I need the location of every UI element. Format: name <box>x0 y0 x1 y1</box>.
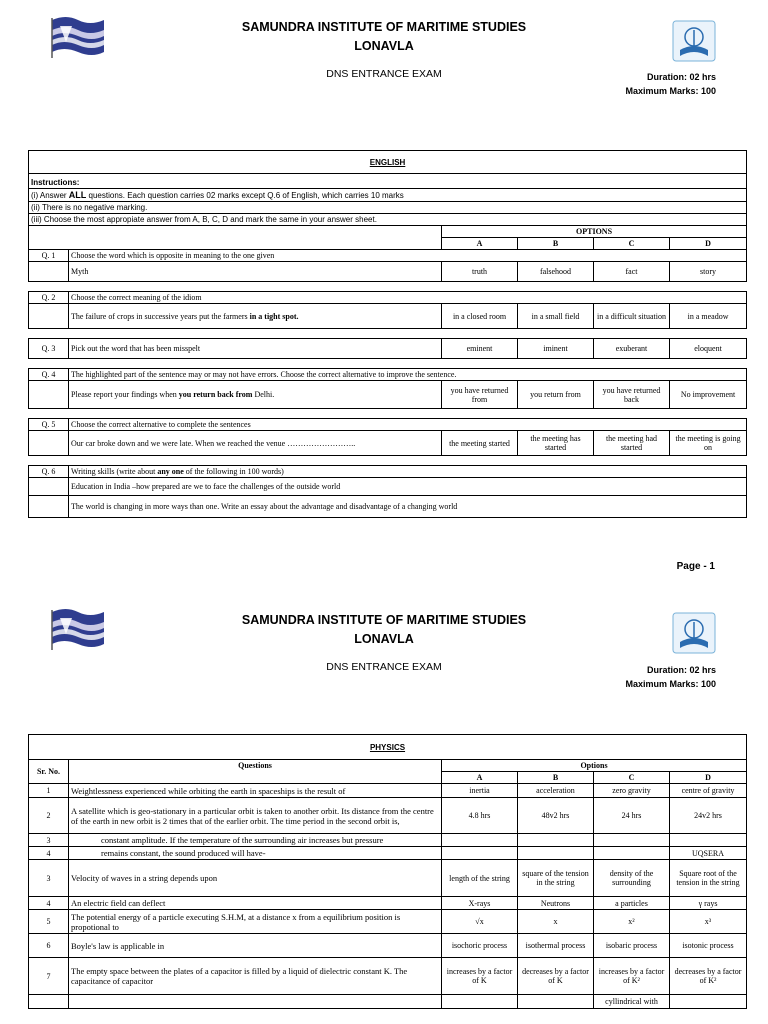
option-c[interactable]: zero gravity <box>594 784 670 798</box>
option-letter: A <box>442 772 518 784</box>
option-b[interactable]: the meeting has started <box>518 431 594 456</box>
institute-name: SAMUNDRA INSTITUTE OF MARITIME STUDIES <box>241 613 527 627</box>
question-number: Q. 3 <box>29 339 69 359</box>
option-b[interactable]: decreases by a factor of K <box>518 958 594 995</box>
row-gap <box>29 282 747 292</box>
question-number: Q. 4 <box>29 369 69 381</box>
anchor-emblem-icon <box>672 612 716 654</box>
question-number: Q. 1 <box>29 250 69 262</box>
option-letter: B <box>518 772 594 784</box>
option-a[interactable]: isochoric process <box>442 934 518 958</box>
exam-title: DNS ENTRANCE EXAM <box>326 661 442 673</box>
question-text: Weightlessness experienced while orbiting the earth in spaceships is the result of <box>69 784 442 798</box>
option-d[interactable]: x³ <box>670 910 747 934</box>
option-a[interactable]: in a closed room <box>442 304 518 329</box>
option-b[interactable]: isothermal process <box>518 934 594 958</box>
row-gap <box>29 409 747 419</box>
table-row <box>29 860 747 897</box>
blank-cell <box>29 262 69 282</box>
exam-title: DNS ENTRANCE EXAM <box>326 68 442 80</box>
question-text: Boyle's law is applicable in <box>69 934 442 958</box>
option-d[interactable]: No improvement <box>670 381 747 409</box>
blank-cell <box>29 478 69 496</box>
option-b[interactable]: square of the tension in the string <box>518 860 594 897</box>
blank-cell <box>29 431 69 456</box>
question-number: 4 <box>29 847 69 860</box>
option-letter: D <box>670 238 747 250</box>
question-number: Q. 5 <box>29 419 69 431</box>
option-b[interactable]: Neutrons <box>518 897 594 910</box>
prompt-highlight: any one <box>157 467 184 476</box>
option-letter: C <box>594 238 670 250</box>
option-d[interactable]: centre of gravity <box>670 784 747 798</box>
option-a[interactable]: √x <box>442 910 518 934</box>
option-c[interactable]: density of the surrounding <box>594 860 670 897</box>
option-c[interactable]: you have returned back <box>594 381 670 409</box>
row-gap <box>29 359 747 369</box>
question-text: The potential energy of a particle executing S.H.M, at a distance x from a equilibrium position is propotional to <box>69 910 442 934</box>
max-marks: Maximum Marks: 100 <box>625 86 716 96</box>
table-row <box>29 798 747 834</box>
question-stem: Our car broke down and we were late. When we reached the venue …………………….. <box>69 431 442 456</box>
option-b[interactable]: acceleration <box>518 784 594 798</box>
stem-text: Delhi. <box>252 390 275 399</box>
stem-text: The failure of crops in successive years put the farmers <box>71 311 250 321</box>
question-prompt: Choose the correct meaning of the idiom <box>69 292 747 304</box>
instruction-text: (i) Answer <box>31 191 69 200</box>
option-a[interactable]: X-rays <box>442 897 518 910</box>
col-header-questions: Questions <box>69 760 442 784</box>
option-a[interactable]: increases by a factor of K <box>442 958 518 995</box>
col-header-options: Options <box>442 760 747 772</box>
question-prompt: The highlighted part of the sentence may or may not have errors. Choose the correct alternative to improve the sentence. <box>69 369 747 381</box>
question-text: An electric field can deflect <box>69 897 442 910</box>
option-d[interactable]: eloquent <box>670 339 747 359</box>
option-d[interactable]: story <box>670 262 747 282</box>
option-a[interactable]: length of the string <box>442 860 518 897</box>
stem-highlight: you return back from <box>178 390 253 399</box>
option-c[interactable]: exuberant <box>594 339 670 359</box>
question-number: 7 <box>29 958 69 995</box>
duration: Duration: 02 hrs <box>646 665 716 675</box>
table-row <box>29 934 747 958</box>
options-header: OPTIONS <box>442 226 747 238</box>
option-d[interactable]: Square root of the tension in the string <box>670 860 747 897</box>
row-gap <box>29 456 747 466</box>
instruction-2: (ii) There is no negative marking. <box>29 202 747 214</box>
question-stem: Myth <box>69 262 442 282</box>
option-d[interactable]: in a meadow <box>670 304 747 329</box>
instruction-3: (iii) Choose the most appropiate answer from A, B, C, D and mark the same in your answer sheet. <box>29 214 747 226</box>
stem-text: Please report your findings when <box>71 390 179 399</box>
table-row <box>29 834 747 847</box>
question-text: remains constant, the sound produced will have- <box>69 847 442 860</box>
question-number: 3 <box>29 860 69 897</box>
physics-question-table <box>28 734 747 1009</box>
blank-cell <box>29 496 69 518</box>
question-number: 1 <box>29 784 69 798</box>
option-b[interactable]: you return from <box>518 381 594 409</box>
option-a[interactable]: inertia <box>442 784 518 798</box>
option-c[interactable] <box>594 834 670 847</box>
question-text: constant amplitude. If the temperature of the surrounding air increases but pressure <box>69 834 442 847</box>
option-c[interactable]: the meeting had started <box>594 431 670 456</box>
exam-meta <box>625 663 716 691</box>
option-b[interactable]: 48v2 hrs <box>518 798 594 834</box>
question-number: Q. 6 <box>29 466 69 478</box>
option-b[interactable] <box>518 995 594 1009</box>
question-number: 3 <box>29 834 69 847</box>
option-a[interactable] <box>442 995 518 1009</box>
option-b[interactable] <box>518 834 594 847</box>
option-d[interactable]: γ rays <box>670 897 747 910</box>
option-b[interactable]: falsehood <box>518 262 594 282</box>
option-d[interactable]: 24v2 hrs <box>670 798 747 834</box>
option-a[interactable]: 4.8 hrs <box>442 798 518 834</box>
page-number: Page - 1 <box>676 561 715 572</box>
stem-highlight: in a tight spot. <box>249 311 299 321</box>
max-marks: Maximum Marks: 100 <box>625 679 716 689</box>
table-row <box>29 910 747 934</box>
instruction-emphasis: ALL <box>68 190 87 200</box>
table-row <box>29 958 747 995</box>
question-stem <box>69 304 442 329</box>
option-d[interactable] <box>670 834 747 847</box>
option-letter: A <box>442 238 518 250</box>
option-b[interactable] <box>518 847 594 860</box>
option-d[interactable]: decreases by a factor of K² <box>670 958 747 995</box>
table-row <box>29 847 747 860</box>
blank-cell <box>29 226 442 250</box>
question-prompt: Choose the correct alternative to complete the sentences <box>69 419 747 431</box>
option-a[interactable] <box>442 847 518 860</box>
option-d[interactable]: the meeting is going on <box>670 431 747 456</box>
question-number: 2 <box>29 798 69 834</box>
option-a[interactable]: the meeting started <box>442 431 518 456</box>
instruction-1 <box>29 189 747 202</box>
question-number: 5 <box>29 910 69 934</box>
question-text: Velocity of waves in a string depends upon <box>69 860 442 897</box>
question-prompt <box>69 466 747 478</box>
question-prompt: Choose the word which is opposite in meaning to the one given <box>69 250 747 262</box>
prompt-text: Writing skills (write about <box>71 467 158 476</box>
institute-name: SAMUNDRA INSTITUTE OF MARITIME STUDIES <box>241 20 527 34</box>
instructions-title: Instructions: <box>29 174 747 189</box>
section-title-physics: PHYSICS <box>29 735 747 760</box>
table-row <box>29 995 747 1009</box>
question-text: A satellite which is geo-stationary in a particular orbit is taken to another orbit. Its distance from the centre of the earth in new orbit is 2 times that of the earlier orbit. The time period in the second orbit is, <box>69 798 442 834</box>
option-letter: C <box>594 772 670 784</box>
anchor-emblem-icon <box>672 20 716 62</box>
question-number: 6 <box>29 934 69 958</box>
option-c[interactable]: in a difficult situation <box>594 304 670 329</box>
option-c[interactable] <box>594 847 670 860</box>
option-d[interactable] <box>670 995 747 1009</box>
option-a[interactable]: eminent <box>442 339 518 359</box>
question-number <box>29 995 69 1009</box>
prompt-text: of the following in 100 words) <box>183 467 284 476</box>
col-header-srno: Sr. No. <box>29 760 69 784</box>
option-b[interactable]: x <box>518 910 594 934</box>
question-text: The empty space between the plates of a capacitor is filled by a liquid of dielectric constant K. The capacitance of capacitor <box>69 958 442 995</box>
question-number: 4 <box>29 897 69 910</box>
essay-topic-2: The world is changing in more ways than one. Write an essay about the advantage and disadvantage of a changing world <box>69 496 747 518</box>
option-a[interactable]: truth <box>442 262 518 282</box>
option-letter: D <box>670 772 747 784</box>
option-c[interactable]: a particles <box>594 897 670 910</box>
option-c[interactable]: cyllindrical with <box>594 995 670 1009</box>
institute-city: LONAVLA <box>354 632 414 646</box>
option-d[interactable]: isotonic process <box>670 934 747 958</box>
blank-cell <box>29 304 69 329</box>
option-c[interactable]: 24 hrs <box>594 798 670 834</box>
row-gap <box>29 329 747 339</box>
option-b[interactable]: in a small field <box>518 304 594 329</box>
section-title-english: ENGLISH <box>29 151 747 174</box>
option-a[interactable]: you have returned from <box>442 381 518 409</box>
physics-rows <box>29 784 747 1009</box>
option-c[interactable]: isobaric process <box>594 934 670 958</box>
table-row <box>29 784 747 798</box>
duration: Duration: 02 hrs <box>646 72 716 82</box>
option-d[interactable]: UQSERA <box>670 847 747 860</box>
option-c[interactable]: x² <box>594 910 670 934</box>
option-a[interactable] <box>442 834 518 847</box>
blank-cell <box>29 381 69 409</box>
question-prompt: Pick out the word that has been misspelt <box>69 339 442 359</box>
question-stem <box>69 381 442 409</box>
exam-meta <box>625 70 716 98</box>
essay-topic-1: Education in India –how prepared are we to face the challenges of the outside world <box>69 478 747 496</box>
option-c[interactable]: increases by a factor of K² <box>594 958 670 995</box>
option-b[interactable]: iminent <box>518 339 594 359</box>
question-text <box>69 995 442 1009</box>
option-c[interactable]: fact <box>594 262 670 282</box>
table-row <box>29 897 747 910</box>
institute-city: LONAVLA <box>354 39 414 53</box>
question-number: Q. 2 <box>29 292 69 304</box>
instruction-text: questions. Each question carries 02 marks except Q.6 of English, which carries 10 marks <box>86 191 404 200</box>
english-question-table <box>28 150 747 518</box>
option-letter: B <box>518 238 594 250</box>
